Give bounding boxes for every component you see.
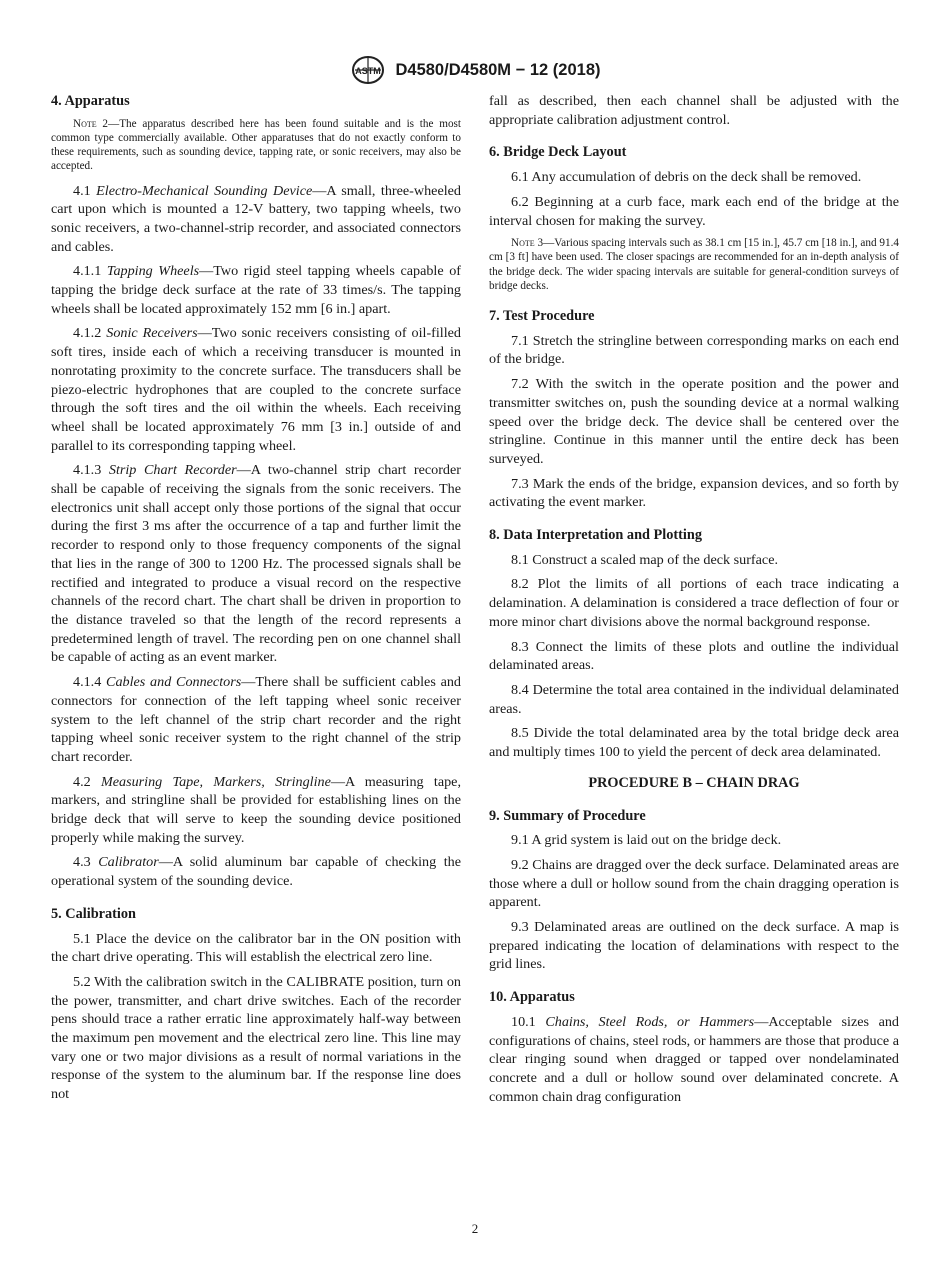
para-4-1-2: 4.1.2 Sonic Receivers—Two sonic receivers consisting of oil-filled soft tires, inside each of which a receiving transducer is mounted in nonrotating proximity to the concrete surface. The transducers shall be piezo-electric hydrophones that are coupled to the concrete surface through the soft tires and the oil within the wheels. Each receiving wheel shall be located approximately 76 mm [3 in.] outside of and parallel to its corresponding tapping wheel. xyxy=(51,325,461,454)
para-8-5: 8.5 Divide the total delaminated area by the total bridge deck area and multiply times 100 to yield the percent of deck area delaminated. xyxy=(489,725,899,761)
para-4-1-4: 4.1.4 Cables and Connectors—There shall be sufficient cables and connectors for connection of the left tapping wheel sonic receiver system to the left channel of the strip chart recorder and the right tapping wheel sonic receiver system to the right channel of the strip chart recorder. xyxy=(51,674,461,765)
para-10-1: 10.1 Chains, Steel Rods, or Hammers—Acceptable sizes and configurations of chains, steel rods, or hammers are those that produce a clear ringing sound when dragged or tapped over nondelaminated concrete and a dull or hollow sound over delaminated concrete. A common chain drag configuration xyxy=(489,1013,900,1105)
page-number: 2 xyxy=(471,1221,479,1236)
para-6-2: 6.2 Beginning at a curb face, mark each end of the bridge at the interval chosen for making the survey. xyxy=(489,193,899,229)
para-8-3: 8.3 Connect the limits of these plots and outline the individual delaminated areas. xyxy=(489,638,899,674)
astm-logo-text: ASTM xyxy=(355,66,382,76)
astm-logo-icon xyxy=(349,54,387,86)
left-column xyxy=(51,92,461,1110)
section-8-title: 8. Data Interpretation and Plotting xyxy=(489,527,702,544)
para-4-1-1: 4.1.1 Tapping Wheels—Two rigid steel tapping wheels capable of tapping the bridge deck surface at the rate of 33 times/s. The tapping wheels shall be located approximately 152 mm [6 in.] apart. xyxy=(51,263,461,317)
right-column xyxy=(489,92,899,1112)
page-header xyxy=(0,54,950,86)
para-4-1-3: 4.1.3 Strip Chart Recorder—A two-channel strip chart recorder shall be capable of receiving the signals from the sonic receivers. The electronics unit shall accept only those portions of the signal that occur during the first 3 ms after the occurrence of a tap and further limit the recorder to respond only to those frequency components of the signal that lies in the range of 300 to 1200 Hz. The processed signals shall be rectified and integrated to produce a visual record on the respective channels of the record chart. The chart shall be driven in proportion to the distance traveled so that the length of the record represents a predetermined length of travel. The recording pen on one channel shall be capable of acting as an event marker. xyxy=(51,462,461,666)
para-9-2: 9.2 Chains are dragged over the deck surface. Delaminated areas are those where a dull or hollow sound from the chain dragging operation is apparent. xyxy=(489,856,899,911)
para-5-2-continued: fall as described, then each channel shall be adjusted with the appropriate calibration adjustment control. xyxy=(489,93,899,128)
document-id: D4580/D4580M − 12 (2018) xyxy=(395,60,601,79)
section-10-title: 10. Apparatus xyxy=(489,989,575,1006)
para-5-2: 5.2 With the calibration switch in the CALIBRATE position, turn on the power, transmitter, and chart drive switches. Each of the recorder pens should trace a rather erratic line approximately half-way between the maximum pen movement and the electrical zero line. This line may vary one or two major divisions as a result of normal variations in the response of the system to the aluminum bar. If the response line does not xyxy=(51,973,461,1103)
para-7-2: 7.2 With the switch in the operate position and the power and transmitter switches on, push the sounding device at a normal walking speed over the bridge deck. The device shall be centered over the stringline. Continue in this manner until the entire deck has been surveyed. xyxy=(489,376,899,467)
section-9-title: 9. Summary of Procedure xyxy=(489,807,646,824)
section-6-title: 6. Bridge Deck Layout xyxy=(489,144,627,161)
para-8-2: 8.2 Plot the limits of all portions of each trace indicating a delamination. A delamination is considered a trace deflection of four or more minor chart divisions above the normal background response. xyxy=(489,576,899,630)
para-7-1: 7.1 Stretch the stringline between corresponding marks on each end of the bridge. xyxy=(489,332,899,368)
para-7-3: 7.3 Mark the ends of the bridge, expansion devices, and so forth by activating the event marker. xyxy=(489,475,899,511)
para-4-2: 4.2 Measuring Tape, Markers, Stringline—A measuring tape, markers, and stringline shall be provided for establishing lines on the bridge deck that will serve to keep the sounding device positioned properly while making the survey. xyxy=(51,773,461,846)
section-5-title: 5. Calibration xyxy=(51,905,136,922)
para-8-4: 8.4 Determine the total area contained in the individual delaminated areas. xyxy=(489,681,899,717)
para-5-1: 5.1 Place the device on the calibrator bar in the ON position with the chart drive operating. This will establish the electrical zero line. xyxy=(51,930,461,966)
para-9-1: 9.1 A grid system is laid out on the bridge deck. xyxy=(511,832,782,849)
para-4-3: 4.3 Calibrator—A solid aluminum bar capable of checking the operational system of the sounding device. xyxy=(51,854,461,890)
procedure-b-title: PROCEDURE B – CHAIN DRAG xyxy=(588,774,800,791)
para-8-1: 8.1 Construct a scaled map of the deck surface. xyxy=(511,551,779,568)
note-3: Note 3—Various spacing intervals such as 38.1 cm [15 in.], 45.7 cm [18 in.], and 91.4 cm [3 ft] have been used. The closer spacings are recommended for an in-depth analysis of the bridge deck. The wider spacing intervals are suitable for general-condition surveys of bridge decks. xyxy=(489,237,899,292)
section-4-title: 4. Apparatus xyxy=(51,93,130,109)
section-7-title: 7. Test Procedure xyxy=(489,308,595,325)
note-2: Note 2—The apparatus described here has been found suitable and is the most common type commercially available. Other apparatuses that do not exactly conform to these requirements, such as sounding device, tapping rate, or sonic receivers, may also be accepted. xyxy=(51,117,461,173)
para-6-1: 6.1 Any accumulation of debris on the deck shall be removed. xyxy=(511,169,862,186)
para-4-1: 4.1 Electro-Mechanical Sounding Device—A small, three-wheeled cart upon which is mounted a 12-V battery, two tapping wheels, two sonic receivers, a two-channel-strip recorder, and associated connectors and cables. xyxy=(51,182,461,255)
para-9-3: 9.3 Delaminated areas are outlined on the deck surface. A map is prepared indicating the location of delaminations with respect to the grid lines. xyxy=(489,919,899,973)
